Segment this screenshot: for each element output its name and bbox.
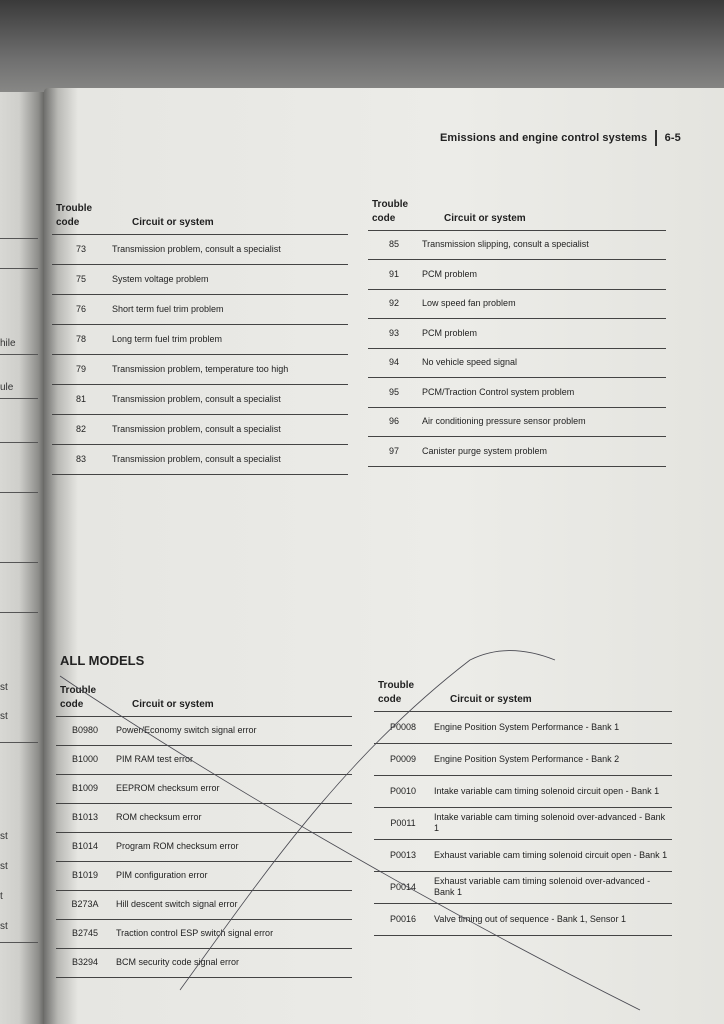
table-row bbox=[52, 384, 348, 414]
table-row bbox=[374, 807, 672, 839]
circuit-description: PCM problem bbox=[420, 260, 666, 290]
trouble-code: P0009 bbox=[374, 743, 432, 775]
trouble-code: 78 bbox=[52, 324, 110, 354]
circuit-description: Program ROM checksum error bbox=[114, 832, 352, 861]
column-header-code: Trouble code bbox=[52, 196, 110, 234]
circuit-description: Transmission problem, consult a specialist bbox=[110, 414, 348, 444]
trouble-code: 97 bbox=[368, 437, 420, 467]
table-row bbox=[374, 775, 672, 807]
photo-background bbox=[0, 0, 724, 96]
trouble-code: B0980 bbox=[56, 716, 114, 745]
trouble-code: B273A bbox=[56, 890, 114, 919]
table-row bbox=[374, 903, 672, 935]
circuit-description: PCM/Traction Control system problem bbox=[420, 378, 666, 408]
facing-page-rule bbox=[0, 742, 38, 743]
facing-page-text: t bbox=[0, 891, 3, 902]
trouble-code: B1014 bbox=[56, 832, 114, 861]
facing-page-text: st bbox=[0, 831, 8, 842]
table-row bbox=[368, 407, 666, 437]
table-row bbox=[368, 230, 666, 260]
trouble-code: P0008 bbox=[374, 711, 432, 743]
table-row bbox=[56, 890, 352, 919]
trouble-code: 94 bbox=[368, 348, 420, 378]
table-row bbox=[56, 919, 352, 948]
column-header-circuit: Circuit or system bbox=[432, 675, 672, 711]
trouble-code: 85 bbox=[368, 230, 420, 260]
circuit-description: Short term fuel trim problem bbox=[110, 294, 348, 324]
table-row bbox=[52, 294, 348, 324]
table-row bbox=[52, 264, 348, 294]
column-header-code: Trouble code bbox=[368, 194, 420, 230]
facing-page-text: st bbox=[0, 682, 8, 693]
circuit-description: Intake variable cam timing solenoid over-advanced - Bank 1 bbox=[432, 807, 672, 839]
table-row bbox=[368, 348, 666, 378]
circuit-description: PCM problem bbox=[420, 319, 666, 349]
circuit-description: Transmission slipping, consult a specialist bbox=[420, 230, 666, 260]
table-row bbox=[56, 948, 352, 977]
page-number: 6-5 bbox=[664, 132, 681, 144]
circuit-description: Valve timing out of sequence - Bank 1, Sensor 1 bbox=[432, 903, 672, 935]
trouble-code: B1009 bbox=[56, 774, 114, 803]
facing-page-rule bbox=[0, 562, 38, 563]
table-row bbox=[374, 711, 672, 743]
table-row bbox=[368, 378, 666, 408]
table-row bbox=[52, 354, 348, 384]
facing-page-edge bbox=[0, 92, 48, 1024]
facing-page-text: hile bbox=[0, 338, 16, 349]
circuit-description: Engine Position System Performance - Bank 1 bbox=[432, 711, 672, 743]
circuit-description: Transmission problem, temperature too high bbox=[110, 354, 348, 384]
table-row bbox=[368, 260, 666, 290]
circuit-description: PIM configuration error bbox=[114, 861, 352, 890]
header-divider bbox=[655, 130, 657, 146]
trouble-code-table-lower-right bbox=[374, 675, 672, 936]
facing-page-text: st bbox=[0, 921, 8, 932]
running-header bbox=[440, 130, 681, 146]
column-header-code: Trouble code bbox=[374, 675, 432, 711]
table-row bbox=[56, 832, 352, 861]
trouble-code: P0010 bbox=[374, 775, 432, 807]
trouble-code: 83 bbox=[52, 444, 110, 474]
table-row bbox=[52, 444, 348, 474]
facing-page-rule bbox=[0, 238, 38, 239]
trouble-code: 82 bbox=[52, 414, 110, 444]
circuit-description: Engine Position System Performance - Bank 2 bbox=[432, 743, 672, 775]
table-row bbox=[56, 745, 352, 774]
circuit-description: Traction control ESP switch signal error bbox=[114, 919, 352, 948]
trouble-code: 81 bbox=[52, 384, 110, 414]
circuit-description: Exhaust variable cam timing solenoid over-advanced - Bank 1 bbox=[432, 871, 672, 903]
facing-page-rule bbox=[0, 492, 38, 493]
facing-page-text: ule bbox=[0, 382, 14, 393]
circuit-description: No vehicle speed signal bbox=[420, 348, 666, 378]
circuit-description: Intake variable cam timing solenoid circuit open - Bank 1 bbox=[432, 775, 672, 807]
trouble-code-table-lower-left bbox=[56, 678, 352, 978]
circuit-description: Transmission problem, consult a specialist bbox=[110, 234, 348, 264]
trouble-code: P0014 bbox=[374, 871, 432, 903]
trouble-code: 96 bbox=[368, 407, 420, 437]
table-row bbox=[52, 234, 348, 264]
table-row bbox=[52, 324, 348, 354]
trouble-code: B1019 bbox=[56, 861, 114, 890]
table-row bbox=[56, 716, 352, 745]
section-title: Emissions and engine control systems bbox=[440, 132, 648, 144]
trouble-code: 79 bbox=[52, 354, 110, 384]
trouble-code: B3294 bbox=[56, 948, 114, 977]
trouble-code: P0016 bbox=[374, 903, 432, 935]
all-models-heading: ALL MODELS bbox=[60, 653, 145, 668]
facing-page-rule bbox=[0, 398, 38, 399]
facing-page-rule bbox=[0, 354, 38, 355]
circuit-description: Exhaust variable cam timing solenoid circuit open - Bank 1 bbox=[432, 839, 672, 871]
trouble-code: 91 bbox=[368, 260, 420, 290]
circuit-description: Air conditioning pressure sensor problem bbox=[420, 407, 666, 437]
trouble-code: B1013 bbox=[56, 803, 114, 832]
table-row bbox=[52, 414, 348, 444]
trouble-code: 92 bbox=[368, 289, 420, 319]
facing-page-text: st bbox=[0, 861, 8, 872]
table-row bbox=[368, 289, 666, 319]
trouble-code: 95 bbox=[368, 378, 420, 408]
circuit-description: EEPROM checksum error bbox=[114, 774, 352, 803]
circuit-description: Hill descent switch signal error bbox=[114, 890, 352, 919]
circuit-description: BCM security code signal error bbox=[114, 948, 352, 977]
table-row bbox=[56, 774, 352, 803]
column-header-code: Trouble code bbox=[56, 678, 114, 716]
trouble-code: 75 bbox=[52, 264, 110, 294]
circuit-description: ROM checksum error bbox=[114, 803, 352, 832]
trouble-code: B2745 bbox=[56, 919, 114, 948]
circuit-description: Canister purge system problem bbox=[420, 437, 666, 467]
facing-page-rule bbox=[0, 442, 38, 443]
trouble-code-table-upper-left bbox=[52, 196, 348, 475]
table-row bbox=[374, 871, 672, 903]
circuit-description: Long term fuel trim problem bbox=[110, 324, 348, 354]
circuit-description: Power/Economy switch signal error bbox=[114, 716, 352, 745]
circuit-description: Low speed fan problem bbox=[420, 289, 666, 319]
table-row bbox=[368, 437, 666, 467]
trouble-code: 93 bbox=[368, 319, 420, 349]
circuit-description: Transmission problem, consult a specialist bbox=[110, 444, 348, 474]
table-row bbox=[56, 861, 352, 890]
circuit-description: PIM RAM test error bbox=[114, 745, 352, 774]
table-row bbox=[56, 803, 352, 832]
column-header-circuit: Circuit or system bbox=[110, 196, 348, 234]
circuit-description: System voltage problem bbox=[110, 264, 348, 294]
facing-page-text: st bbox=[0, 711, 8, 722]
trouble-code: P0013 bbox=[374, 839, 432, 871]
trouble-code: 73 bbox=[52, 234, 110, 264]
table-row bbox=[374, 743, 672, 775]
table-row bbox=[368, 319, 666, 349]
table-row bbox=[374, 839, 672, 871]
facing-page-rule bbox=[0, 612, 38, 613]
trouble-code: 76 bbox=[52, 294, 110, 324]
trouble-code-table-upper-right bbox=[368, 194, 666, 467]
facing-page-rule bbox=[0, 268, 38, 269]
column-header-circuit: Circuit or system bbox=[420, 194, 666, 230]
column-header-circuit: Circuit or system bbox=[114, 678, 352, 716]
circuit-description: Transmission problem, consult a specialist bbox=[110, 384, 348, 414]
trouble-code: B1000 bbox=[56, 745, 114, 774]
facing-page-rule bbox=[0, 942, 38, 943]
trouble-code: P0011 bbox=[374, 807, 432, 839]
